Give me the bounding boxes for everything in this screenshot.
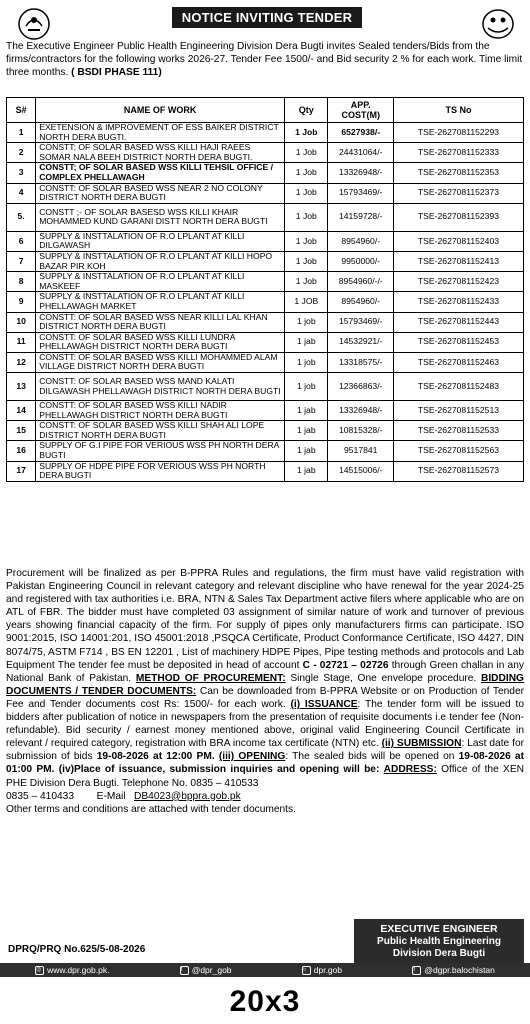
table-row bbox=[7, 183, 524, 203]
row-cost: 24431064/- bbox=[328, 143, 394, 163]
row-qty: 1 jab bbox=[285, 421, 328, 441]
col-sno: S# bbox=[7, 98, 36, 123]
twitter-link[interactable]: @dpr_gob bbox=[191, 965, 232, 975]
col-work: NAME OF WORK bbox=[36, 98, 285, 123]
tender-notice bbox=[4, 4, 526, 962]
footer-bar bbox=[0, 963, 530, 977]
row-qty: 1 Job bbox=[285, 272, 328, 292]
row-ts: TSE-2627081152293 bbox=[393, 123, 523, 143]
notice-title: NOTICE INVITING TENDER bbox=[172, 7, 362, 28]
row-sno: 13 bbox=[7, 373, 36, 401]
row-cost: 13326948/- bbox=[328, 401, 394, 421]
department-emblem-icon bbox=[480, 6, 516, 42]
table-row bbox=[7, 421, 524, 441]
row-cost: 13318575/- bbox=[328, 352, 394, 372]
row-cost: 10815328/- bbox=[328, 421, 394, 441]
facebook-icon: f bbox=[412, 966, 421, 975]
row-sno: 1 bbox=[7, 123, 36, 143]
row-ts: TSE-2627081152573 bbox=[393, 461, 523, 481]
row-cost: 13326948/- bbox=[328, 163, 394, 183]
table-row bbox=[7, 312, 524, 332]
row-work: CONSTT; OF SOLAR BASED WSS KILLI TEHSIL OFFICE / COMPLEX PHELLAWAGH bbox=[36, 163, 285, 183]
row-qty: 1 Job bbox=[285, 163, 328, 183]
twitter-icon: t bbox=[180, 966, 189, 975]
row-work: SUPPLY OF HDPE PIPE FOR VERIOUS WSS PH NORTH DERA BUGTI bbox=[36, 461, 285, 481]
opening-label: (iii) OPENING bbox=[218, 751, 286, 763]
row-work: CONSTT: OF SOLAR BASED WSS KILLI LUNDRA PHELLAWAGH DISTRICT NORTH DERA BUGTI bbox=[36, 332, 285, 352]
table-row bbox=[7, 332, 524, 352]
row-work: SUPPLY & INSTTALATION OF R.O LPLANT AT KILLI DILGAWASH bbox=[36, 231, 285, 251]
row-sno: 12 bbox=[7, 352, 36, 372]
row-cost: 14532921/- bbox=[328, 332, 394, 352]
row-qty: 1 jab bbox=[285, 332, 328, 352]
row-ts: TSE-2627081152423 bbox=[393, 272, 523, 292]
row-qty: 1 Job bbox=[285, 231, 328, 251]
row-qty: 1 job bbox=[285, 312, 328, 332]
row-qty: 1 JOB bbox=[285, 292, 328, 312]
table-row bbox=[7, 373, 524, 401]
row-sno: 3 bbox=[7, 163, 36, 183]
row-ts: TSE-2627081152433 bbox=[393, 292, 523, 312]
row-ts: TSE-2627081152403 bbox=[393, 231, 523, 251]
row-qty: 1 job bbox=[285, 352, 328, 372]
facebook-link[interactable]: @dgpr.balochistan bbox=[424, 965, 495, 975]
row-qty: 1 jab bbox=[285, 461, 328, 481]
row-sno: 16 bbox=[7, 441, 36, 461]
row-cost: 9517841 bbox=[328, 441, 394, 461]
row-ts: TSE-2627081152563 bbox=[393, 441, 523, 461]
row-ts: TSE-2627081152373 bbox=[393, 183, 523, 203]
row-work: CONSTT: OF SOLAR BASED WSS NEAR KILLI LAL KHAN DISTRICT NORTH DERA BUGTI bbox=[36, 312, 285, 332]
row-sno: 14 bbox=[7, 401, 36, 421]
notice-header bbox=[4, 4, 526, 44]
other-terms: Other terms and conditions are attached with tender documents. bbox=[6, 803, 296, 815]
instagram-link[interactable]: dpr.gob bbox=[313, 965, 343, 975]
table-row bbox=[7, 401, 524, 421]
address-label: ADDRESS: bbox=[383, 764, 437, 776]
ad-size: 20x3 bbox=[229, 985, 301, 1018]
row-work: SUPPLY & INSTTALATION OF R.O LPLANT AT KILLI PHELLAWAGH MARKET bbox=[36, 292, 285, 312]
row-work: CONSTT: OF SOLAR BASED WSS KILLI SHAH ALI LOPE DISTRICT NORTH DERA BUGTI bbox=[36, 421, 285, 441]
row-ts: TSE-2627081152413 bbox=[393, 251, 523, 271]
table-row bbox=[7, 163, 524, 183]
bidding-label: BIDDING DOCUMENTS / TENDER DOCUMENTS: bbox=[6, 672, 524, 697]
tender-table bbox=[6, 97, 524, 482]
website-link[interactable]: www.dpr.gob.pk. bbox=[47, 965, 110, 975]
table-row bbox=[7, 143, 524, 163]
row-cost: 14159728/- bbox=[328, 203, 394, 231]
row-cost: 9950000/- bbox=[328, 251, 394, 271]
submission-label: (ii) SUBMISSION bbox=[381, 738, 462, 750]
table-row bbox=[7, 251, 524, 271]
row-qty: 1 Job bbox=[285, 143, 328, 163]
row-work: CONSTT: OF SOLAR BASED WSS KILLI MOHAMMED ALAM VILLAGE DISTRICT NORTH DERA BUGTI bbox=[36, 352, 285, 372]
row-work: CONSTT; OF SOLAR BASED WSS KILLI HAJI RAEES SOMAR NALA BEEH DISTRICT NORTH DERA BUGTI. bbox=[36, 143, 285, 163]
intro-paragraph: The Executive Engineer Public Health Engineering Division Dera Bugti invites Sealed tenders/Bids from the firms/contractors for the following works 2026-27. Tender Fee 1500/- and Bid security 2 % for each work. Time limit three months. ( BSDI PHASE 111) bbox=[6, 41, 523, 78]
row-sno: 17 bbox=[7, 461, 36, 481]
row-ts: TSE-2627081152443 bbox=[393, 312, 523, 332]
table-row bbox=[7, 292, 524, 312]
terms-body: Procurement will be finalized as per B-PPRA Rules and regulations, the firm must have valid registration with Pakistan Engineering Council in relevant category and relevant discipline who have renewal for the year 2024-25 and registered with tax authorities i.e. BRA, NTN & Sales Tax Department active filers where applicable who are on ATL of FBR. The bidder must have completed 03 assignment of similar nature of work and turnover of previous years showing financial capacity of the firm. For supply of pipes only manufacturers firms can participate. ISO 9001:2015, ISO 14001:201, ISO 45001:2018 ,PSQCA Certificate, Product Conformance Certificate, ISO 4427, DIN 8074/75, ASTM F714 , BS EN 12201 , List of machinery HDPE Pipes, Pipe testing methods and protocols and Lab Equipment The tender fee must be deposited in head of account C - 02721 – 02726 through Green challan in any National Bank of Pakistan. METHOD OF PROCUREMENT: Single Stage, One envelope procedure. BIDDING DOCUMENTS / TENDER DOCUMENTS: Can be downloaded from B-PPRA Website or on Production of Tender Fee and Tender documents cost Rs: 1500/- for each work. (i) ISSUANCE: The tender form will be issued to bidders after publication of notice in newspapers from the presentation of requisite documents i.e tender fee (Non-refundable). Bid security / earnest money mentioned above, original valid Engineering Council Certificate in relevant / required category, registration with BRA income tax certificate (NTN) etc. (ii) SUBMISSION: Last date for submission of bids 19-08-2026 at 12:00 PM. (iii) OPENING: The sealed bids will be opened on 19-08-2026 at 01:00 PM. (iv)Place of issuance, submission inquiries and opening will be: ADDRESS: Office of the XEN PHE Division Dera Bugti. Telephone No. 0835 – 410533 0835 – 410433 E-Mail DB4023@bppra.gob.pk Other terms and conditions are attached with tender documents. bbox=[6, 568, 525, 815]
row-work: CONSTT: OF SOLAR BASED WSS MAND KALATI DILGAWASH PHELLAWAGH DISTRICT NORTH DERA BUGTI bbox=[36, 373, 285, 401]
row-work: CONSTT: OF SOLAR BASED WSS NEAR 2 NO COLONY DISTRICT NORTH DERA BUGTI bbox=[36, 183, 285, 203]
table-row bbox=[7, 272, 524, 292]
row-cost: 8954960/- bbox=[328, 231, 394, 251]
table-header-row bbox=[7, 98, 524, 123]
row-qty: 1 job bbox=[285, 373, 328, 401]
row-cost: 15793469/- bbox=[328, 183, 394, 203]
issuance-label: (i) ISSUANCE bbox=[290, 698, 358, 710]
row-sno: 7 bbox=[7, 251, 36, 271]
email-link[interactable]: DB4023@bppra.gob.pk bbox=[134, 790, 241, 802]
table-row bbox=[7, 441, 524, 461]
row-sno: 4 bbox=[7, 183, 36, 203]
row-sno: 6 bbox=[7, 231, 36, 251]
row-cost: 6527938/- bbox=[328, 123, 394, 143]
row-work: CONSTT ;- OF SOLAR BASESD WSS KILLI KHAIR MOHAMMED KUND GARANI DISTT NORTH DERA BUGTI bbox=[36, 203, 285, 231]
row-qty: 1 jab bbox=[285, 441, 328, 461]
row-qty: 1 Job bbox=[285, 123, 328, 143]
row-qty: 1 jab bbox=[285, 401, 328, 421]
col-cost: APP. COST(M) bbox=[328, 98, 394, 123]
row-ts: TSE-2627081152333 bbox=[393, 143, 523, 163]
row-ts: TSE-2627081152513 bbox=[393, 401, 523, 421]
row-sno: 11 bbox=[7, 332, 36, 352]
row-ts: TSE-2627081152483 bbox=[393, 373, 523, 401]
row-work: EXETENSION & IMPROVEMENT OF ESS BAIKER DISTRICT NORTH DERA BUGTI. bbox=[36, 123, 285, 143]
row-work: CONSTT: OF SOLAR BASED WSS KILLI NADIR PHELLAWAGH DISTRICT NORTH DERA BUGTI bbox=[36, 401, 285, 421]
row-work: SUPPLY & INSTTALATION OF R.O LPLANT AT KILLI HOPO BAZAR PIR KOH bbox=[36, 251, 285, 271]
row-work: SUPPLY OF G.I PIPE FOR VERIOUS WSS PH NORTH DERA BUGTI bbox=[36, 441, 285, 461]
row-sno: 5. bbox=[7, 203, 36, 231]
government-emblem-icon bbox=[16, 6, 52, 42]
table-row bbox=[7, 231, 524, 251]
row-ts: TSE-2627081152533 bbox=[393, 421, 523, 441]
signature-block: EXECUTIVE ENGINEER Public Health Engineering Division Dera Bugti bbox=[354, 919, 524, 963]
row-qty: 1 Job bbox=[285, 203, 328, 231]
row-sno: 2 bbox=[7, 143, 36, 163]
table-row bbox=[7, 203, 524, 231]
table-row bbox=[7, 461, 524, 481]
row-ts: TSE-2627081152353 bbox=[393, 163, 523, 183]
row-cost: 15793469/- bbox=[328, 312, 394, 332]
row-sno: 15 bbox=[7, 421, 36, 441]
row-cost: 14515006/- bbox=[328, 461, 394, 481]
row-work: SUPPLY & INSTTALATION OF R.O LPLANT AT KILLI MASKEEF bbox=[36, 272, 285, 292]
instagram-icon: ○ bbox=[302, 966, 311, 975]
col-qty: Qty bbox=[285, 98, 328, 123]
globe-icon: ◎ bbox=[35, 966, 44, 975]
table-row bbox=[7, 123, 524, 143]
row-cost: 12366863/- bbox=[328, 373, 394, 401]
row-ts: TSE-2627081152463 bbox=[393, 352, 523, 372]
row-ts: TSE-2627081152453 bbox=[393, 332, 523, 352]
method-label: METHOD OF PROCUREMENT: bbox=[135, 672, 286, 684]
row-qty: 1 Job bbox=[285, 183, 328, 203]
row-sno: 10 bbox=[7, 312, 36, 332]
col-ts: TS No bbox=[393, 98, 523, 123]
row-cost: 8954960/- bbox=[328, 292, 394, 312]
row-sno: 8 bbox=[7, 272, 36, 292]
table-row bbox=[7, 352, 524, 372]
row-sno: 9 bbox=[7, 292, 36, 312]
reference-number: DPRQ/PRQ No.625/5-08-2026 bbox=[8, 944, 146, 955]
row-ts: TSE-2627081152393 bbox=[393, 203, 523, 231]
row-cost: 8954960/-/- bbox=[328, 272, 394, 292]
row-qty: 1 Job bbox=[285, 251, 328, 271]
